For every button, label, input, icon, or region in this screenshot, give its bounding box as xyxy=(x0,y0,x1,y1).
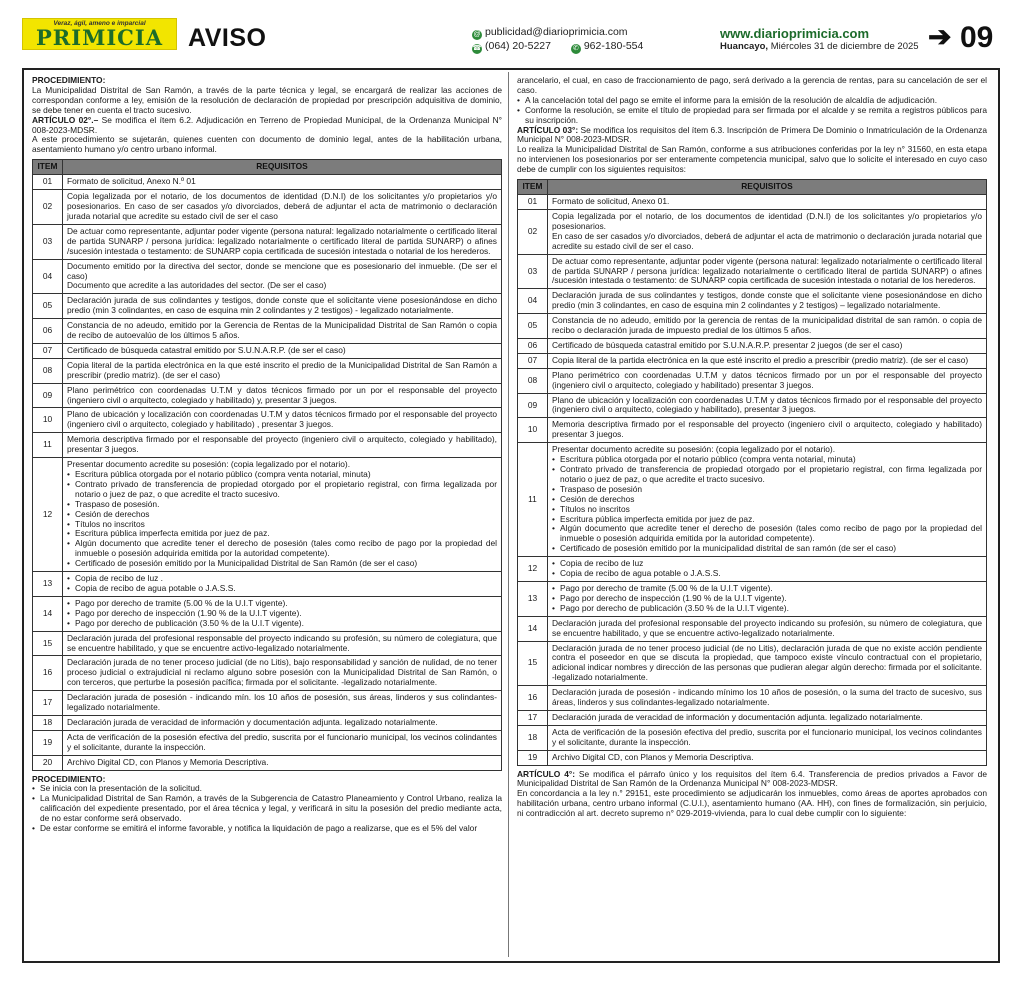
row-item-number: 05 xyxy=(33,294,63,319)
row-item-number: 10 xyxy=(33,408,63,433)
requirement-text: Presentar documento acredite su posesión: (copia legalizado por el notario). xyxy=(552,444,836,455)
page-header xyxy=(0,0,1024,62)
row-requirement xyxy=(63,691,502,716)
requirement-bullets xyxy=(67,470,497,569)
table-row xyxy=(518,641,987,686)
row-item-number: 14 xyxy=(33,596,63,631)
article-4-paragraph xyxy=(517,770,987,790)
requirement-text: Archivo Digital CD, con Planos y Memoria Descriptiva. xyxy=(552,751,754,762)
requirement-text: Presentar documento acredite su posesión: (copia legalizado por el notario). xyxy=(67,459,351,470)
row-requirement xyxy=(63,572,502,597)
requirement-text: Archivo Digital CD, con Planos y Memoria Descriptiva. xyxy=(67,756,269,767)
requirement-text: Constancia de no adeudo, emitido por la gerencia de rentas de la municipalidad distrital de san ramón. o copia de recibo o declaración jurada de impuesto predial de los últimos 5 años. xyxy=(552,315,982,336)
table-header-requirements: REQUISITOS xyxy=(63,160,502,175)
table-row xyxy=(518,195,987,210)
row-requirement xyxy=(63,383,502,408)
row-item-number: 18 xyxy=(518,725,548,750)
row-requirement xyxy=(548,443,987,557)
row-item-number: 11 xyxy=(33,433,63,458)
table-row xyxy=(33,358,502,383)
row-item-number: 19 xyxy=(518,750,548,765)
contact-phone: (064) 20-5227 xyxy=(485,40,551,52)
row-item-number: 14 xyxy=(518,616,548,641)
row-requirement xyxy=(548,368,987,393)
row-requirement xyxy=(548,195,987,210)
row-item-number: 16 xyxy=(518,686,548,711)
table-row xyxy=(518,368,987,393)
row-item-number: 08 xyxy=(33,358,63,383)
left-column xyxy=(32,76,502,834)
dateline xyxy=(720,41,919,52)
row-requirement xyxy=(548,338,987,353)
row-item-number: 01 xyxy=(518,195,548,210)
row-requirement xyxy=(63,458,502,572)
row-item-number: 01 xyxy=(33,175,63,190)
row-item-number: 17 xyxy=(33,691,63,716)
requirement-text: Declaración jurada del profesional responsable del proyecto indicando su profesión, su número de colegiatura, que se encuentre habilitado, y que se encuentre activo-legalizado notarialmente. xyxy=(67,632,497,653)
requirement-text: Declaración jurada de sus colindantes y testigos, donde conste que el solicitante viene posesionándose en dicho predio (min 3 colindantes, en caso de esquina min 2 colindantes y 2 testigos) – legalizado notarialmente. xyxy=(552,290,982,311)
row-requirement xyxy=(548,686,987,711)
table-row xyxy=(518,209,987,254)
requirement-bullet: • Cesión de derechos xyxy=(67,510,497,520)
table-row xyxy=(33,408,502,433)
row-item-number: 02 xyxy=(518,209,548,254)
requirement-text: Formato de solicitud, Anexo N.º 01 xyxy=(67,176,196,187)
requirement-text: Plano de ubicación y localización con coordenadas U.T.M y datos técnicos firmado por el responsable del proyecto (ingeniero civil o arquitecto, colegiado y habilitado) , presentar 3 juegos. xyxy=(67,409,497,430)
row-requirement xyxy=(63,224,502,259)
table-row xyxy=(33,691,502,716)
row-item-number: 12 xyxy=(518,557,548,582)
list-item: • Conforme la resolución, se emite el título de propiedad para ser firmada por el alcalde y se remita a registros públicos para su inscripción. xyxy=(517,106,987,126)
row-requirement xyxy=(548,557,987,582)
logo-text: PRIMICIA xyxy=(36,25,163,50)
requirement-text: De actuar como representante, adjuntar poder vigente (persona natural: legalizado notarialmente o certificado literal de partida SUNARP / persona jurídica: legalizado notarialmente o certificado literal de partida SUNARP) o afines /sucesión intestada o testamento: de SUNARP copia certificada de sucesión intestada o notarial de los herederos. xyxy=(552,255,982,286)
row-requirement xyxy=(63,715,502,730)
right-column xyxy=(517,76,987,819)
table-row xyxy=(518,314,987,339)
row-requirement xyxy=(548,209,987,254)
article-4-label: ARTÍCULO 4°: xyxy=(517,768,575,779)
row-requirement xyxy=(548,289,987,314)
requirement-bullet: • Pago por derecho de inspección (1.90 % de la U.I.T vigente). xyxy=(67,609,497,619)
row-item-number: 12 xyxy=(33,458,63,572)
row-requirement xyxy=(63,433,502,458)
table-row xyxy=(33,383,502,408)
requirement-bullet: • Copia de recibo de luz . xyxy=(67,574,497,584)
row-item-number: 11 xyxy=(518,443,548,557)
row-requirement xyxy=(548,581,987,616)
dateline-city: Huancayo, xyxy=(720,41,769,52)
article-4-description: En concordancia a la ley n.° 29151, este procedimiento se adjudicarán los inmuebles, como áreas de aportes aprobados con habilitación urbana, centro urbano informal (C.U.I.), asentamiento humano (AA. HH), con fines de formalización, sin perjuicio, ni contradicción al art. decreto supremo n° 029-2019-vivienda, para lo cual debe cumplir con lo siguiente: xyxy=(517,788,987,819)
requirement-bullet: • Cesión de derechos xyxy=(552,495,982,505)
table-row xyxy=(33,631,502,656)
row-item-number: 06 xyxy=(518,338,548,353)
row-requirement xyxy=(63,190,502,225)
requirement-text: Declaración jurada de no tener proceso judicial (de no Litis), declaración jurada de que no existe acción pendiente contra el poseedor en que se discuta la propiedad, que tampoco existe vínculo contractual con el propietario, adicional indicar nombres y dirección de las personas que pudieran alegar algún derecho: firmada por el solicitante. -legalizado notarialmente. xyxy=(552,642,982,683)
row-requirement xyxy=(63,730,502,755)
row-requirement xyxy=(548,616,987,641)
continued-text: arancelario, el cual, en caso de fraccionamiento de pago, será derivado a la gerencia de rentas, para su cancelación de ser el caso. xyxy=(517,75,987,95)
requirement-bullets xyxy=(552,455,982,554)
row-item-number: 06 xyxy=(33,319,63,344)
row-item-number: 02 xyxy=(33,190,63,225)
requirement-text: Documento emitido por la directiva del sector, donde se mencione que es posesionario del inmueble. (De ser el caso) xyxy=(67,260,497,281)
requirement-text: Declaración jurada de veracidad de información y documentación adjunta. legalizado notarialmente. xyxy=(67,716,438,727)
section-title: AVISO xyxy=(188,24,267,52)
row-item-number: 07 xyxy=(33,343,63,358)
table-row xyxy=(33,224,502,259)
row-item-number: 05 xyxy=(518,314,548,339)
requirement-bullet: • Copia de recibo de luz xyxy=(552,559,982,569)
row-item-number: 16 xyxy=(33,656,63,691)
table-row xyxy=(33,433,502,458)
table-row xyxy=(33,715,502,730)
requirement-bullet: • Pago por derecho de publicación (3.50 % de la U.I.T vigente). xyxy=(552,604,982,614)
table-row xyxy=(33,343,502,358)
table-row xyxy=(33,596,502,631)
logo-slogan: Veraz, ágil, ameno e imparcial xyxy=(53,20,146,27)
table-row xyxy=(33,294,502,319)
page-number: 09 xyxy=(960,21,994,54)
requirement-bullet: • Pago por derecho de publicación (3.50 % de la U.I.T vigente). xyxy=(67,619,497,629)
table-header-item: ITEM xyxy=(33,160,63,175)
contact-mobile: 962-180-554 xyxy=(583,40,644,52)
procedure-text: La Municipalidad Distrital de San Ramón, a través de la parte técnica y legal, se encargará de realizar las acciones de correspondan conforme a ley, emisión de la resolución de declaración de propiedad por prescripción adquisitiva de dominio, se debe tener en cuenta el tracto sucesivo. xyxy=(32,84,502,115)
requirement-text: Copia literal de la partida electrónica en la que esté inscrito el predio a prescribir (predio matriz). (de ser el caso) xyxy=(552,354,969,365)
newspaper-logo[interactable] xyxy=(22,18,177,50)
table-row xyxy=(518,353,987,368)
contact-email[interactable]: publicidad@diarioprimicia.com xyxy=(485,26,628,38)
requirement-text-2: En caso de ser casados y/o divorciados, deberá de adjuntar el acta de matrimonio o declaración jurada notarial que acredite su estado civil de ser el caso. xyxy=(552,230,982,251)
row-item-number: 13 xyxy=(518,581,548,616)
requirement-bullet: • Traspaso de posesión. xyxy=(67,500,497,510)
column-divider xyxy=(508,72,509,957)
row-requirement xyxy=(63,755,502,770)
requirement-bullet: • Algún documento que acredite tener el derecho de posesión (tales como recibo de pago por la propiedad del inmueble o posesión adquirida emitida por la autoridad competente). xyxy=(552,524,982,544)
requirement-text: Acta de verificación de la posesión efectiva del predio, suscrita por el funcionario municipal, los vecinos colindantes y el solicitante, durante la inspección. xyxy=(67,731,497,752)
table-row xyxy=(518,686,987,711)
requirement-text: Copia literal de la partida electrónica en la que esté inscrito el predio de la Municipalidad Distrital de San Ramón a prescribir (predio matriz). (de ser el caso) xyxy=(67,359,497,380)
row-item-number: 04 xyxy=(33,259,63,294)
phone-icon: ☎ xyxy=(472,45,482,52)
continued-steps xyxy=(517,96,987,126)
requirement-bullet: • Contrato privado de transferencia de propiedad otorgado por el propietario registral, con firma legalizada por notario o juez de paz, o que acredite el tracto sucesivo. xyxy=(67,480,497,500)
row-requirement xyxy=(63,631,502,656)
table-row xyxy=(33,755,502,770)
requirement-bullet: • Certificado de posesión emitido por la Municipalidad Distrital de San Ramón (de ser el caso) xyxy=(67,559,497,569)
procedure-heading-2: PROCEDIMIENTO: xyxy=(32,773,106,784)
row-requirement xyxy=(548,725,987,750)
list-item: • La Municipalidad Distrital de San Ramón, a través de la Subgerencia de Catastro Planeamiento y Control Urbano, realiza la calificación del expediente presentado, por el área técnica y legal, y verificará in situ la posesión del predio mediante acta, de no estar conforme será observado. xyxy=(32,794,502,824)
table-row xyxy=(518,254,987,289)
table-row xyxy=(518,443,987,557)
row-requirement xyxy=(548,314,987,339)
row-item-number: 19 xyxy=(33,730,63,755)
procedure-steps xyxy=(32,784,502,834)
row-item-number: 15 xyxy=(33,631,63,656)
row-item-number: 03 xyxy=(518,254,548,289)
requirement-text: Certificado de búsqueda catastral emitido por S.U.N.A.R.P. presentar 2 juegos (de ser el caso) xyxy=(552,339,903,350)
row-requirement xyxy=(548,353,987,368)
requirement-text: Plano de ubicación y localización con coordenadas U.T.M y datos técnicos firmado por el responsable del proyecto (ingeniero civil o arquitecto, colegiado y habilitado), presentar 3 juegos. xyxy=(552,394,982,415)
requirement-bullet: • Títulos no inscritos xyxy=(67,520,497,530)
row-requirement xyxy=(548,393,987,418)
table-row xyxy=(33,175,502,190)
requirement-text: Plano perimétrico con coordenadas U.T.M y datos técnicos firmado por un por el responsable del proyecto (ingeniero civil o arquitecto, colegiado y habilitado) presentar 3 juegos. xyxy=(552,369,982,390)
email-icon: @ xyxy=(473,31,481,38)
table-row xyxy=(518,418,987,443)
requirement-bullet: • Títulos no inscritos xyxy=(552,505,982,515)
row-requirement xyxy=(548,641,987,686)
table-row xyxy=(518,557,987,582)
requirement-text: Copia legalizada por el notario, de los documentos de identidad (D.N.I) de los solicitantes y/o propietarios y/o posesionarios. En caso de ser casados y/o divorciados, deberá de adjuntar el acta de matrimonio o declaración jurada notarial que acredite su estado civil de ser el caso xyxy=(67,191,497,221)
article-2-paragraph xyxy=(32,116,502,136)
row-item-number: 09 xyxy=(518,393,548,418)
row-requirement xyxy=(63,408,502,433)
table-row xyxy=(518,338,987,353)
table-row xyxy=(518,289,987,314)
row-item-number: 18 xyxy=(33,715,63,730)
table-header-requirements: REQUISITOS xyxy=(548,180,987,195)
article-2-description: A este procedimiento se sujetarán, quienes cuenten con documento de dominio legal, antes de la habilitación urbana, asentamiento humano y/o centro urbano informal. xyxy=(32,134,502,155)
procedure-heading: PROCEDIMIENTO: xyxy=(32,75,106,85)
row-item-number: 03 xyxy=(33,224,63,259)
row-item-number: 08 xyxy=(518,368,548,393)
requirement-text: De actuar como representante, adjuntar poder vigente (persona natural: legalizado notarialmente o certificado literal de partida SUNARP / persona jurídica: legalizado notarialmente o certificado literal de partida SUNARP) o afines /sucesión intestada o testamento: de SUNARP copia certificada de sucesión intestada o notarial de los herederos. xyxy=(67,225,497,256)
requirement-bullet: • Escritura pública imperfecta emitida por juez de paz. xyxy=(67,529,497,539)
table-header-item: ITEM xyxy=(518,180,548,195)
requirement-text: Constancia de no adeudo, emitido por la Gerencia de Rentas de la Municipalidad Distrital de San Ramón o copia de recibo de autoevalúo de los últimos 5 años. xyxy=(67,320,497,341)
requirement-bullet: • Escritura pública otorgada por el notario público (compra venta notarial, minuta) xyxy=(67,470,497,480)
article-3-paragraph xyxy=(517,126,987,146)
requirement-text: Declaración jurada de posesión - indicando mínimo los 10 años de posesión, o la suma del tracto de sucesivo, sus áreas, linderos y sus colindantes-legalizado notarialmente. xyxy=(552,687,982,708)
table-row xyxy=(33,572,502,597)
requirements-table-right xyxy=(517,179,987,766)
table-row xyxy=(33,458,502,572)
requirement-bullet: • Escritura pública otorgada por el notario público (compra venta notarial, minuta) xyxy=(552,455,982,465)
article-2-label: ARTÍCULO 02°.– xyxy=(32,114,99,125)
requirement-bullet: • Contrato privado de transferencia de propiedad otorgado por el propietario registral, con firma legalizada por notario o juez de paz, o que acredite el tracto sucesivo. xyxy=(552,465,982,485)
requirement-bullets xyxy=(67,599,497,629)
requirement-text: Plano perimétrico con coordenadas U.T.M y datos técnicos firmado por un por el responsable del proyecto (ingeniero civil o arquitecto, colegiado y habilitado) y, presentar 3 juegos. xyxy=(67,384,497,405)
list-item: • Se inicia con la presentación de la solicitud. xyxy=(32,784,502,794)
row-requirement xyxy=(63,343,502,358)
requirement-text: Declaración jurada de sus colindantes y testigos, donde conste que el solicitante viene posesionándose en dicho predio (min 3 colindantes, en caso de esquina min 2 colindantes y 2 testigos) - legalizado notarialmente. xyxy=(67,295,497,316)
article-3-text: Se modifica los requisitos del ítem 6.3. Inscripción de Primera De Dominio o Inmatriculación de la Ordenanza Municipal N° 008-2023-MDSR. xyxy=(517,124,987,145)
table-row xyxy=(33,656,502,691)
requirement-text: Formato de solicitud, Anexo 01. xyxy=(552,196,670,207)
table-row xyxy=(33,730,502,755)
requirement-text: Certificado de búsqueda catastral emitido por S.U.N.A.R.P. (de ser el caso) xyxy=(67,344,346,355)
row-item-number: 09 xyxy=(33,383,63,408)
row-requirement xyxy=(63,259,502,294)
list-item: • De estar conforme se emitirá el informe favorable, y notifica la liquidación de pago a realizarse, que es el 5% del valor xyxy=(32,824,502,834)
row-requirement xyxy=(63,319,502,344)
arrow-right-icon: ➔ xyxy=(928,21,952,52)
requirement-text: Declaración jurada de veracidad de información y documentación adjunta. legalizado notarialmente. xyxy=(552,711,923,722)
article-3-description: Lo realiza la Municipalidad Distrital de San Ramón, conforme a sus atribuciones conferidas por la ley n° 31560, en esta etapa no intervienen los posesionarios por ser enteramente competencia municipal, salvo que lo solicite el interesado en cuyo caso debe de cumplir con los siguientes requisitos: xyxy=(517,144,987,175)
article-3-label: ARTÍCULO 03°: xyxy=(517,124,579,135)
dateline-date: Miércoles 31 de diciembre de 2025 xyxy=(770,41,919,52)
table-row xyxy=(518,725,987,750)
row-requirement xyxy=(63,596,502,631)
requirement-text: Declaración jurada del profesional responsable del proyecto indicando su profesión, su número de colegiatura, que se encuentre habilitado, y que se encuentre activo-legalizado notarialmente. xyxy=(552,617,982,638)
row-requirement xyxy=(548,254,987,289)
requirement-bullet: • Copia de recibo de agua potable o J.A.S.S. xyxy=(67,584,497,594)
requirement-bullet: • Pago por derecho de tramite (5.00 % de la U.I.T vigente). xyxy=(552,584,982,594)
table-row xyxy=(33,259,502,294)
row-item-number: 10 xyxy=(518,418,548,443)
website-link[interactable]: www.diarioprimicia.com xyxy=(720,26,870,41)
row-requirement xyxy=(548,418,987,443)
row-item-number: 20 xyxy=(33,755,63,770)
requirement-bullet: • Traspaso de posesión xyxy=(552,485,982,495)
requirement-bullet: • Certificado de posesión emitido por la municipalidad distrital de san ramón (de ser el caso) xyxy=(552,544,982,554)
requirement-bullet: • Algún documento que acredite tener el derecho de posesión (tales como recibo de pago por la propiedad del inmueble o posesión adquirida emitida por la autoridad competente). xyxy=(67,539,497,559)
row-requirement xyxy=(63,656,502,691)
row-requirement xyxy=(63,175,502,190)
row-item-number: 15 xyxy=(518,641,548,686)
table-row xyxy=(518,581,987,616)
requirement-bullet: • Pago por derecho de inspección (1.90 % de la U.I.T vigente). xyxy=(552,594,982,604)
requirement-bullets xyxy=(552,584,982,614)
requirement-text: Memoria descriptiva firmado por el responsable del proyecto (ingeniero civil o arquitecto, colegiado y habilitado), presentar 3 juegos. xyxy=(67,434,497,455)
list-item: • A la cancelación total del pago se emite el informe para la emisión de la resolución de alcaldía de adjudicación. xyxy=(517,96,987,106)
row-requirement xyxy=(63,294,502,319)
requirement-bullets xyxy=(67,574,497,594)
requirement-bullet: • Pago por derecho de tramite (5.00 % de la U.I.T vigente). xyxy=(67,599,497,609)
row-item-number: 13 xyxy=(33,572,63,597)
row-requirement xyxy=(548,710,987,725)
requirement-bullet: • Copia de recibo de agua potable o J.A.S.S. xyxy=(552,569,982,579)
table-row xyxy=(518,393,987,418)
article-4-text: Se modifica el párrafo único y los requisitos del ítem 6.4. Transferencia de predios privados a Favor de Municipalidad Distrital de San Ramón de la Ordenanza Municipal N° 008-2023-MDSR. xyxy=(517,768,987,789)
row-requirement xyxy=(548,750,987,765)
requirements-table-left xyxy=(32,159,502,770)
row-item-number: 04 xyxy=(518,289,548,314)
article-2-text: Se modifica el ítem 6.2. Adjudicación en Terreno de Propiedad Municipal, de la Ordenanza Municipal N° 008-2023-MDSR. xyxy=(32,114,502,135)
whatsapp-icon: ✆ xyxy=(571,44,581,54)
table-row xyxy=(33,190,502,225)
requirement-text: Declaración jurada de posesión - indicando mín. los 10 años de posesión, sus áreas, linderos y sus colindantes-legalizado notarialmente. xyxy=(67,692,497,713)
table-row xyxy=(518,616,987,641)
requirement-text-2: Documento que acredite a las autoridades del sector. (De ser el caso) xyxy=(67,280,327,291)
table-row xyxy=(33,319,502,344)
table-row xyxy=(518,710,987,725)
requirement-text: Acta de verificación de la posesión efectiva del predio, suscrita por el funcionario municipal, los vecinos colindantes y el solicitante, durante la inspección. xyxy=(552,726,982,747)
requirement-text: Declaración jurada de no tener proceso judicial (de no Litis), bajo responsabilidad y sanción de nulidad, de no tener proceso judicial o extrajudicial ni reclamo alguno sobre posesión con la Municipalidad Distrital de San Ramón, o con terceros, que perturbe la posesión pacífica; firmada por el solicitante. -legalizado notarialmente. xyxy=(67,657,497,688)
contact-info xyxy=(472,25,643,53)
requirement-bullets xyxy=(552,559,982,579)
requirement-bullet: • Escritura pública imperfecta emitida por juez de paz. xyxy=(552,515,982,525)
row-requirement xyxy=(63,358,502,383)
row-item-number: 07 xyxy=(518,353,548,368)
row-item-number: 17 xyxy=(518,710,548,725)
table-row xyxy=(518,750,987,765)
requirement-text: Copia legalizada por el notario, de los documentos de identidad (D.N.I) de los solicitantes y/o propietarios y/o posesionarios. xyxy=(552,210,982,231)
requirement-text: Memoria descriptiva firmado por el responsable del proyecto (ingeniero civil o arquitecto, colegiado y habilitado) presentar 3 juegos. xyxy=(552,419,982,440)
